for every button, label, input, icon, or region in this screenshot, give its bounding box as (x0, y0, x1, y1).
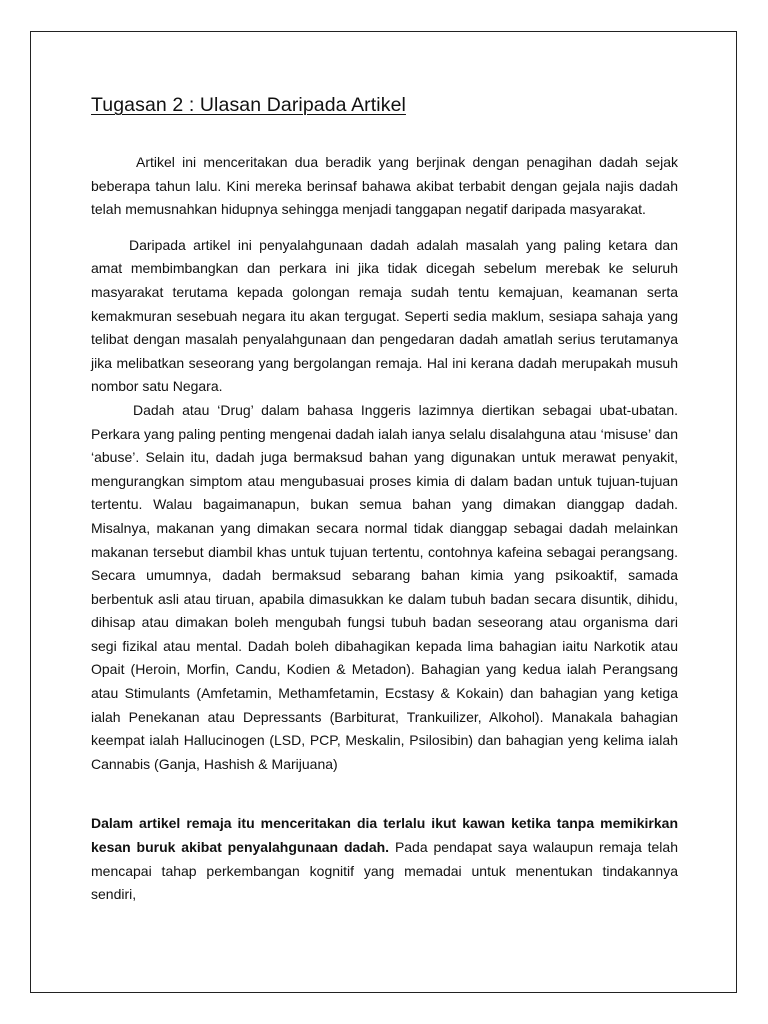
document-title: Tugasan 2 : Ulasan Daripada Artikel (91, 94, 406, 116)
paragraph-drug-abuse-problem: Daripada artikel ini penyalahgunaan dadah adalah masalah yang paling ketara dan amat membimbangkan dan perkara ini jika tidak dicegah sebelum merebak ke seluruh masyarakat terutama kepada golongan remaja sudah tentu kemajuan, keamanan serta kemakmuran sesebuah negara itu akan tergugat. Seperti sedia maklum, sesiapa sahaja yang telibat dengan masalah penyalahgunaan dan pengedaran dadah amatlah serius terutamanya jika melibatkan seseorang yang bergolangan remaja. Hal ini kerana dadah merupakah musuh nombor satu Negara. (91, 236, 678, 395)
paragraph-drug-definition: Dadah atau ‘Drug’ dalam bahasa Inggeris lazimnya diertikan sebagai ubat-ubatan. Perkara yang paling penting mengenai dadah ialah ianya selalu disalahguna atau ‘misuse’ dan ‘abuse’. Selain itu, dadah juga bermaksud bahan yang digunakan untuk merawat penyakit, mengurangkan simptom atau mengubasuai proses kimia di dalam badan untuk tujuan-tujuan tertentu. Walau bagaimanapun, bukan semua bahan yang dimakan dianggap dadah. Misalnya, makanan yang dimakan secara normal tidak dianggap sebagai dadah melainkan makanan tersebut diambil khas untuk tujuan tertentu, contohnya kafeina sebagai perangsang. Secara umumnya, dadah bermaksud sebarang bahan kimia yang psikoaktif, samada berbentuk asli atau tiruan, apabila dimasukkan ke dalam tubuh badan secara disuntik, dihidu, dihisap atau dimakan boleh mengubah fungsi tubuh badan seseorang atau organisma dari segi fizikal atau mental. Dadah boleh dibahagikan kepada lima bahagian iaitu Narkotik atau Opait (Heroin, Morfin, Candu, Kodien & Metadon). Bahagian yang kedua ialah Perangsang atau Stimulants (Amfetamin, Methamfetamin, Ecstasy & Kokain) dan bahagian yang ketiga ialah Penekanan atau Depressants (Barbiturat, Trankuilizer, Alkohol). Manakala bahagian keempat ialah Hallucinogen (LSD, PCP, Meskalin, Psilosibin) dan bahagian yeng kelima ialah Cannabis (Ganja, Hashish & Marijuana) (91, 401, 678, 772)
paragraph-opinion (91, 812, 678, 906)
paragraph-opinion-bold: Dalam artikel remaja itu menceritakan dia terlalu ikut kawan ketika tanpa memikirkan kesan buruk akibat penyalahgunaan dadah. (91, 815, 678, 856)
paragraph-intro: Artikel ini menceritakan dua beradik yang berjinak dengan penagihan dadah sejak beberapa tahun lalu. Kini mereka berinsaf bahawa akibat terbabit dengan gejala najis dadah telah memusnahkan hidupnya sehingga menjadi tanggapan negatif daripada masyarakat. (91, 154, 678, 218)
document-body (91, 92, 678, 907)
paragraph-opinion-text: Pada pendapat saya walaupun remaja telah mencapai tahap perkembangan kognitif yang memadai untuk menentukan tindakannya sendiri, (91, 839, 678, 903)
